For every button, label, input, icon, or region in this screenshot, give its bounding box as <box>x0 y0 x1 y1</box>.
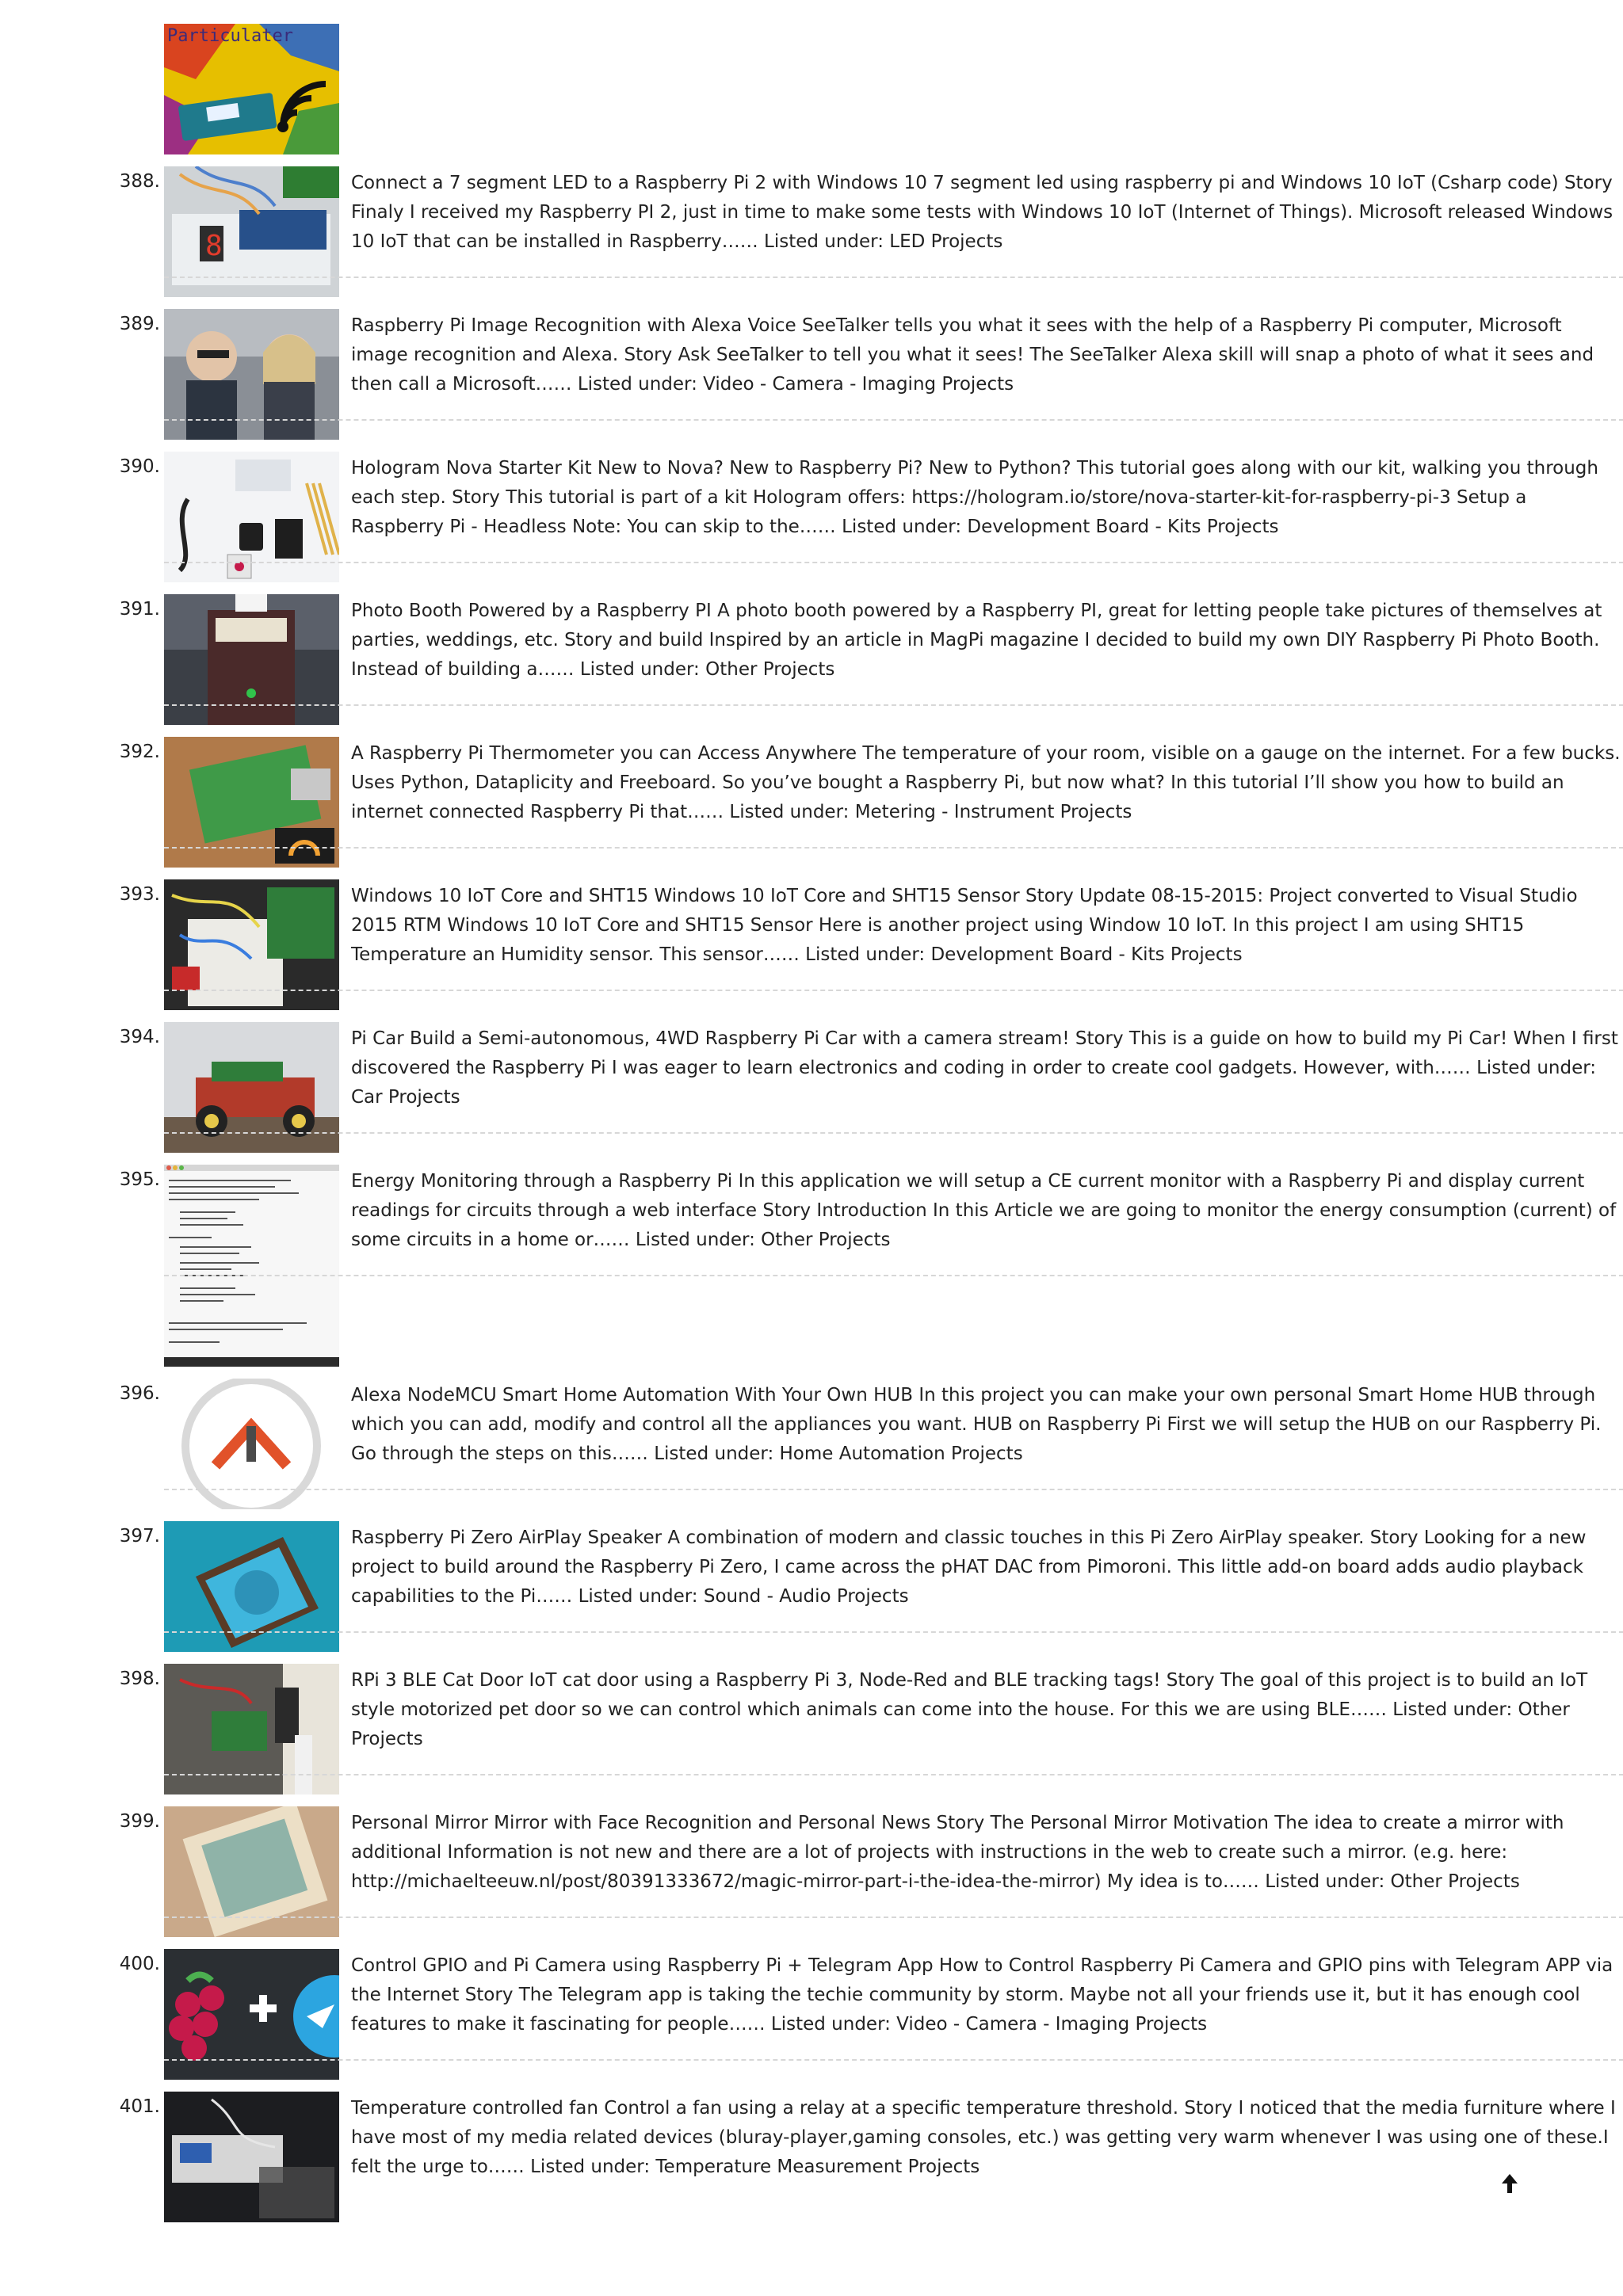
item-divider <box>164 1917 1623 1918</box>
svg-text:8: 8 <box>205 230 223 262</box>
item-number: 394. <box>119 1027 160 1047</box>
item-description[interactable]: Energy Monitoring through a Raspberry Pi In this application we will setup a CE current monitor with a Raspberry Pi and display current readings for circuits through a web interface Story Introduction In this Article we are going to monitor the energy consumption (current) of some circuits in a home or…… Listed under: Other Projects <box>351 1171 1617 1250</box>
item-divider <box>164 704 1623 706</box>
item-description[interactable]: Raspberry Pi Image Recognition with Alexa Voice SeeTalker tells you what it sees with the help of a Raspberry Pi computer, Microsoft image recognition and Alexa. Story Ask SeeTalker to tell you what it sees! The SeeTalker Alexa skill will snap a photo of what it sees and then call a Microsoft…… Listed under: Video - Camera - Imaging Projects <box>351 315 1594 395</box>
item-divider <box>164 562 1623 563</box>
list-item <box>119 2092 1616 2234</box>
arrow-up-icon <box>1500 2172 1519 2195</box>
item-number: 400. <box>119 1954 160 1974</box>
item-description[interactable]: Connect a 7 segment LED to a Raspberry Pi 2 with Windows 10 7 segment led using raspberry pi and Windows 10 IoT (Csharp code) Story Finaly I received my Raspberry PI 2, just in time to make some tests with Windows 10 IoT (Internet of Things). Microsoft released Windows 10 IoT that can be installed in Raspberry…… Listed under: LED Projects <box>351 173 1613 252</box>
item-description[interactable]: Temperature controlled fan Control a fan using a relay at a specific temperature threshold. Story I noticed that the media furniture where I have most of my media related devices (bluray-player,gaming consoles, etc.) was getting very warm whenever I was using one of these.I felt the urge to…… Listed under: Temperature Measurement Projects <box>351 2098 1616 2177</box>
item-description[interactable]: Raspberry Pi Zero AirPlay Speaker A combination of modern and classic touches in this Pi Zero AirPlay speaker. Story Looking for a new project to build around the Raspberry Pi Zero, I came across the pHAT DAC from Pimoroni. This little add-on board adds audio playback capabilities to the Pi…… Listed under: Sound - Audio Projects <box>351 1527 1587 1607</box>
item-number: 396. <box>119 1383 160 1404</box>
item-number: 393. <box>119 884 160 905</box>
item-number: 390. <box>119 456 160 477</box>
item-divider <box>164 1489 1623 1490</box>
list-item <box>119 1022 1618 1165</box>
list-item <box>119 1379 1602 1521</box>
item-number: 388. <box>119 171 160 192</box>
project-thumbnail[interactable] <box>164 2092 339 2222</box>
list-item <box>119 1521 1587 1664</box>
thumbnail-text: Particulater <box>167 26 293 46</box>
item-divider <box>164 1774 1623 1775</box>
list-item <box>119 1664 1588 1806</box>
list-item <box>119 737 1621 879</box>
item-number: 397. <box>119 1526 160 1547</box>
list-item <box>119 166 1613 309</box>
item-divider <box>164 990 1623 991</box>
item-divider <box>164 847 1623 849</box>
item-description[interactable]: Photo Booth Powered by a Raspberry PI A photo booth powered by a Raspberry PI, great for letting people take pictures of themselves at parties, weddings, etc. Story and build Inspired by an article in MagPi magazine I decided to build my own DIY Raspberry Pi Photo Booth. Instead of building a…… Listed under: Other Projects <box>351 601 1602 680</box>
project-list <box>119 166 1621 2234</box>
list-item <box>119 1806 1564 1949</box>
item-number: 399. <box>119 1811 160 1832</box>
project-thumbnail[interactable] <box>164 1165 339 1367</box>
item-description[interactable]: A Raspberry Pi Thermometer you can Access Anywhere The temperature of your room, visible on a gauge on the internet. For a few bucks. Uses Python, Dataplicity and Freeboard. So you’ve bought a Raspberry Pi, but now what? In this tutorial I’ll show you how to build an internet connected Raspberry Pi that…… Listed under: Metering - Instrument Projects <box>351 743 1621 822</box>
particulater-image <box>164 24 339 154</box>
item-number: 389. <box>119 314 160 334</box>
item-description[interactable]: Windows 10 IoT Core and SHT15 Windows 10 IoT Core and SHT15 Sensor Story Update 08-15-2015: Project converted to Visual Studio 2015 RTM Windows 10 IoT Core and SHT15 Sensor Here is another project using Window 10 IoT. In this project I am using SHT15 Temperature an Humidity sensor. This sensor…… Listed under: Development Board - Kits Projects <box>351 886 1578 965</box>
list-item <box>119 879 1578 1022</box>
item-description[interactable]: Alexa NodeMCU Smart Home Automation With Your Own HUB In this project you can make your own personal Smart Home HUB through which you can add, modify and control all the appliances you want. HUB on Raspberry Pi First we will setup the HUB on our Raspberry Pi. Go through the steps on this…… Listed under: Home Automation Projects <box>351 1385 1602 1464</box>
item-divider <box>164 2059 1623 2061</box>
item-number: 391. <box>119 599 160 620</box>
item-divider <box>164 1631 1623 1633</box>
project-thumbnail[interactable] <box>164 24 339 154</box>
item-divider <box>164 277 1623 278</box>
back-to-top-button[interactable] <box>1500 2172 1519 2195</box>
terminal-screenshot-image <box>164 1165 339 1367</box>
item-divider <box>164 1275 1623 1276</box>
list-item <box>119 1165 1617 1379</box>
item-description[interactable]: Personal Mirror Mirror with Face Recognition and Personal News Story The Personal Mirror Motivation The idea to create a mirror with additional Information is not new and there are a lot of projects with instructions in the web to create such a mirror. (e.g. here: http://michaelteeuw.nl/post/80391333672/magic-mirror-part-i-the-idea-the-mirror) My idea is to…… Listed under: Other Projects <box>351 1813 1564 1892</box>
item-number: 395. <box>119 1169 160 1190</box>
item-divider <box>164 1132 1623 1134</box>
item-divider <box>164 419 1623 421</box>
item-number: 398. <box>119 1669 160 1689</box>
item-number: 392. <box>119 742 160 762</box>
list-item <box>119 452 1598 594</box>
item-description[interactable]: Hologram Nova Starter Kit New to Nova? New to Raspberry Pi? New to Python? This tutorial goes along with our kit, walking you through each step. Story This tutorial is part of a kit Hologram offers: https://hologram.io/store/nova-starter-kit-for-raspberry-pi-3 Setup a Raspberry Pi - Headless Note: You can skip to the…… Listed under: Development Board - Kits Projects <box>351 458 1598 537</box>
list-item <box>119 309 1594 452</box>
item-description[interactable]: RPi 3 BLE Cat Door IoT cat door using a Raspberry Pi 3, Node-Red and BLE tracking tags! Story The goal of this project is to build an IoT style motorized pet door so we can control which animals can come into the house. For this we are using BLE…… Listed under: Other Projects <box>351 1670 1588 1749</box>
fan-control-image <box>164 2092 339 2222</box>
list-item <box>119 1949 1613 2092</box>
list-item <box>119 594 1602 737</box>
item-description[interactable]: Control GPIO and Pi Camera using Raspberry Pi + Telegram App How to Control Raspberry Pi Camera and GPIO pins with Telegram APP via the Internet Story The Telegram app is taking the techie community by storm. Maybe not all your friends use it, but it has enough cool features to make it fascinating for people…… Listed under: Video - Camera - Imaging Projects <box>351 1955 1613 2035</box>
item-number: 401. <box>119 2096 160 2117</box>
item-description[interactable]: Pi Car Build a Semi-autonomous, 4WD Raspberry Pi Car with a camera stream! Story This is a guide on how to build my Pi Car! When I first discovered the Raspberry Pi I was eager to learn electronics and coding in order to create cool gadgets. However, with…… Listed under: Car Projects <box>351 1028 1618 1108</box>
